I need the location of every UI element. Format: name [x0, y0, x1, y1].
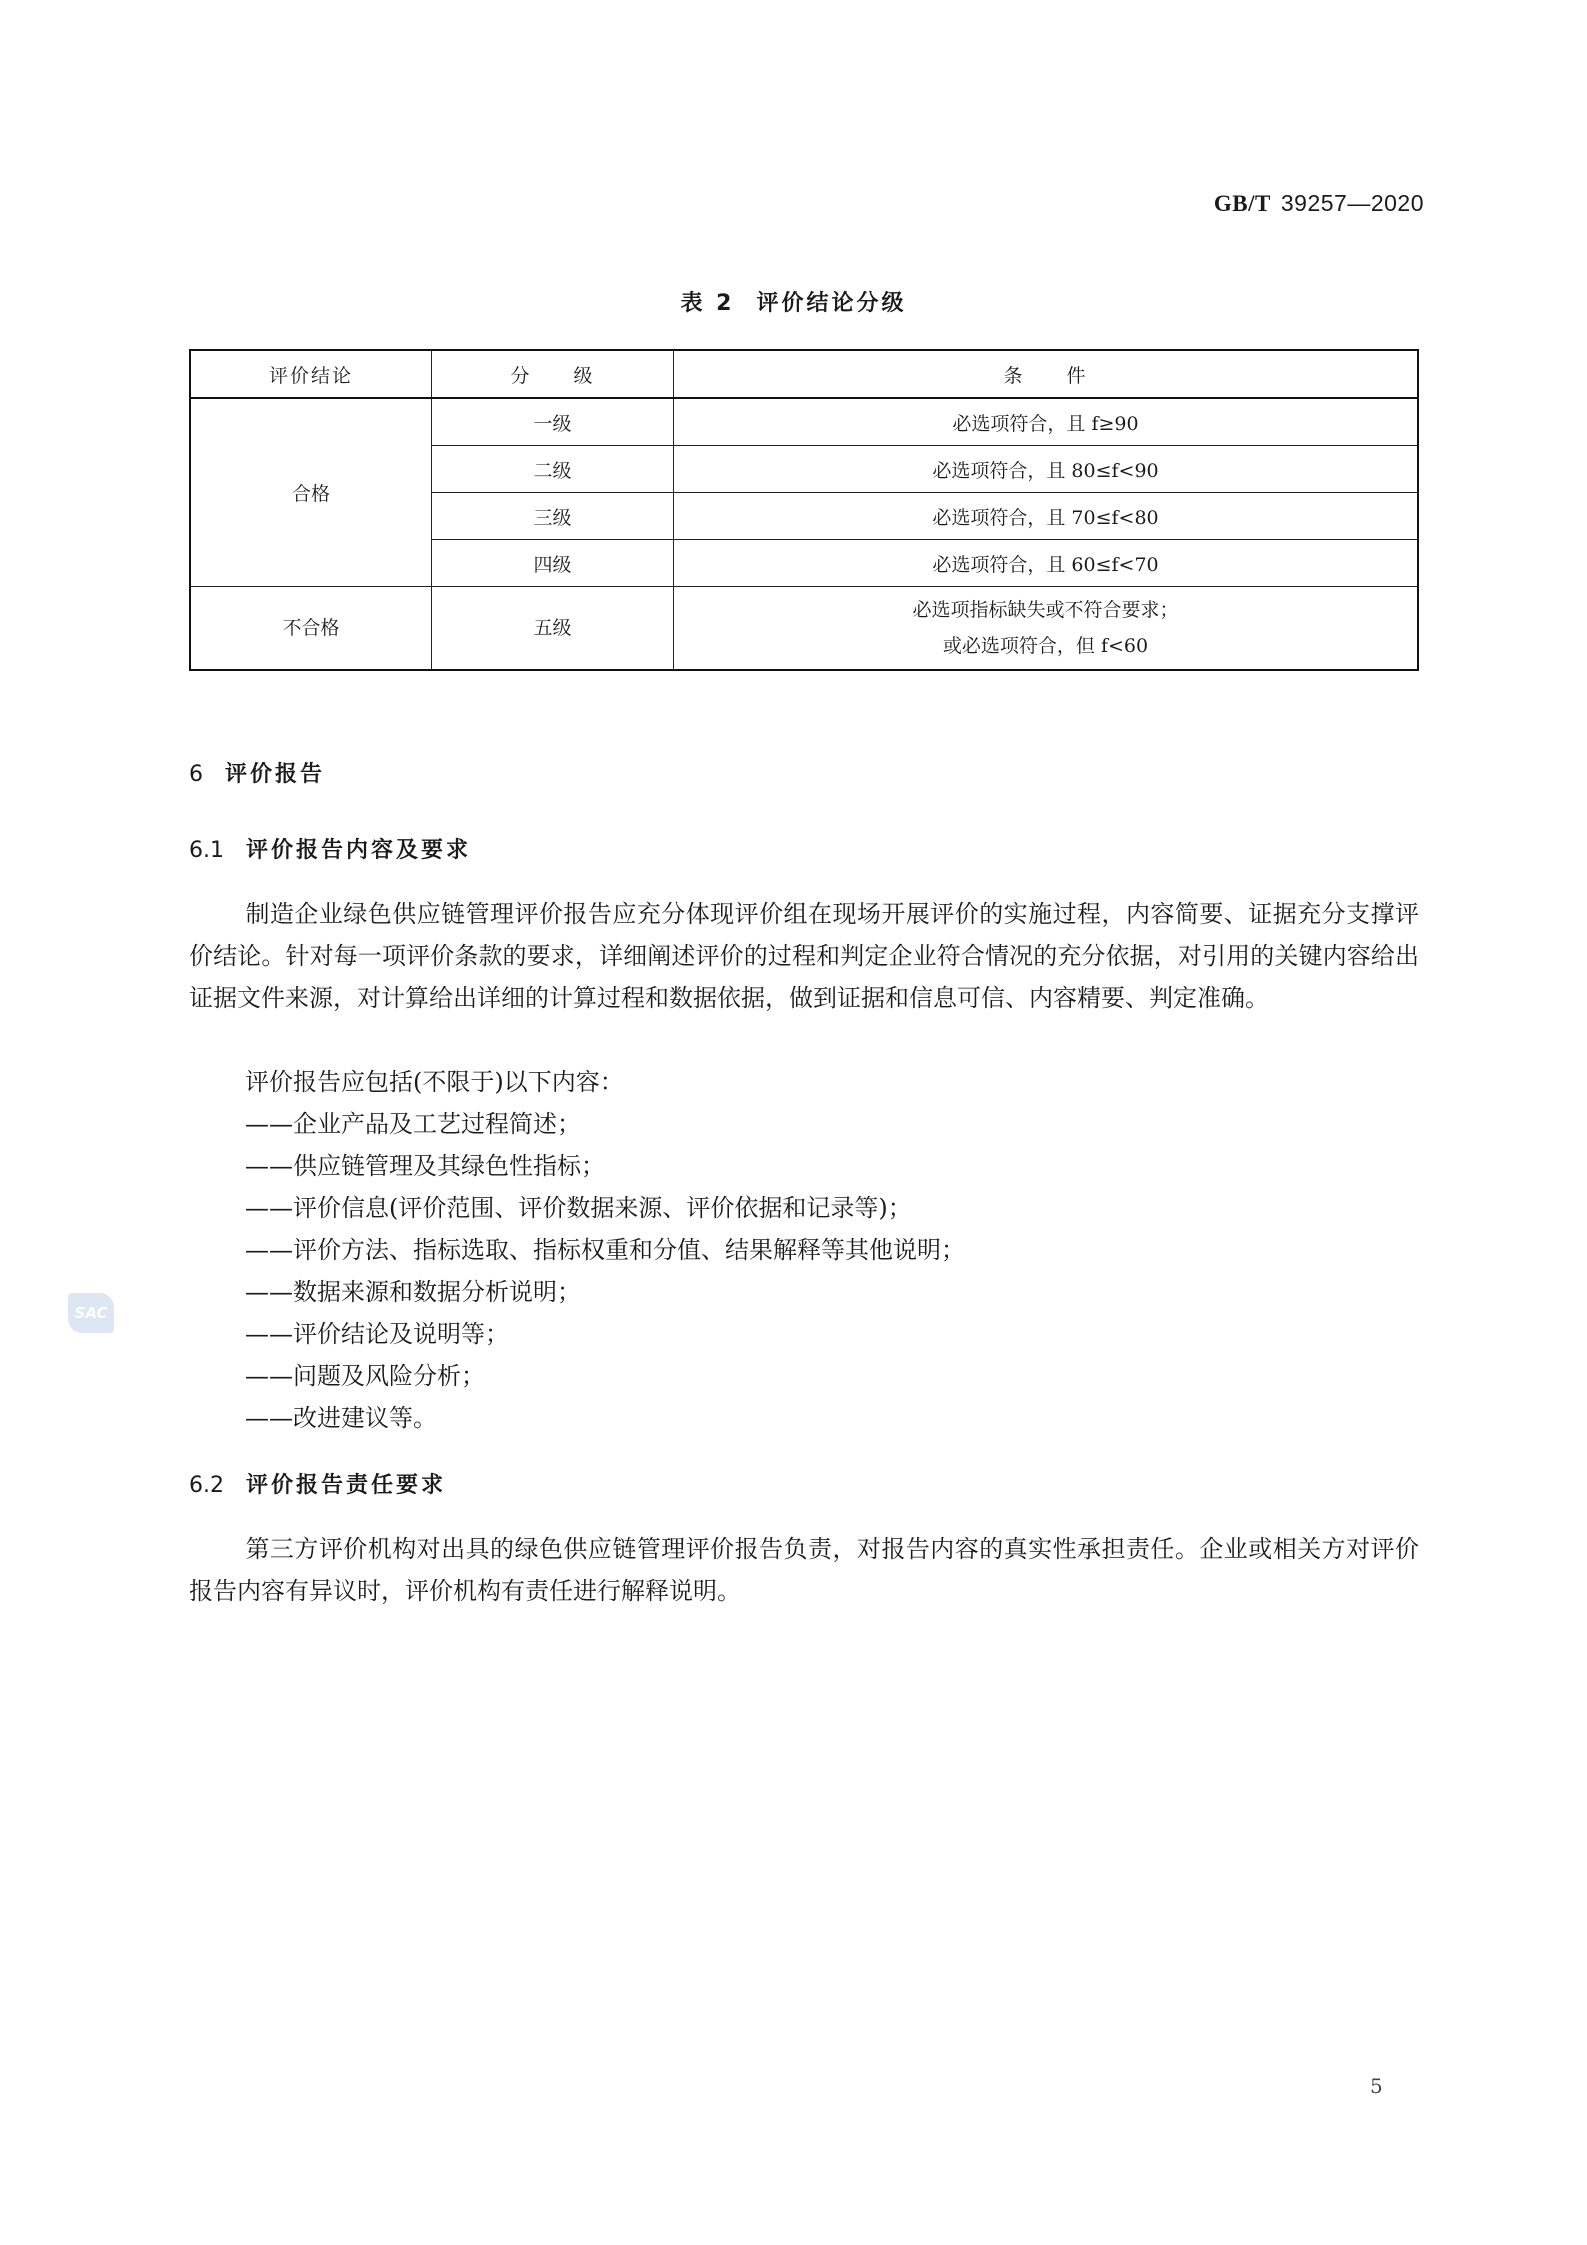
paragraph-text: 第三方评价机构对出具的绿色供应链管理评价报告负责，对报告内容的真实性承担责任。企业或相关方对评价报告内容有异议时，评价机构有责任进行解释说明。: [189, 1535, 1419, 1605]
grading-table: [189, 349, 1419, 671]
list-item: ——数据来源和数据分析说明；: [245, 1278, 581, 1306]
conclusion-cell-fail: 不合格: [190, 587, 432, 671]
condition-cell: [674, 587, 1419, 671]
section-heading-6: [189, 757, 325, 788]
column-header-condition: 条 件: [674, 350, 1419, 398]
section-number: 6: [189, 762, 203, 787]
list-item: ——评价方法、指标选取、指标权重和分值、结果解释等其他说明；: [245, 1236, 965, 1264]
table-row: [190, 587, 1418, 671]
column-header-grade: 分 级: [432, 350, 674, 398]
table-title: 评价结论分级: [756, 291, 907, 316]
standard-prefix: GB/T: [1213, 191, 1271, 216]
condition-cell: 必选项符合，且 60≤f<70: [674, 540, 1419, 587]
grade-cell: 四级: [432, 540, 674, 587]
paragraph-text: 制造企业绿色供应链管理评价报告应充分体现评价组在现场开展评价的实施过程，内容简要、证据充分支撑评价结论。针对每一项评价条款的要求，详细阐述评价的过程和判定企业符合情况的充分依据，对引用的关键内容给出证据文件来源，对计算给出详细的计算过程和数据依据，做到证据和信息可信、内容精要、判定准确。: [189, 900, 1419, 1012]
condition-cell: 必选项符合，且 70≤f<80: [674, 493, 1419, 540]
table-number: 表 2: [680, 291, 735, 316]
list-item: ——改进建议等。: [245, 1404, 437, 1432]
paragraph-6-2: [189, 1528, 1419, 1612]
table-row: [190, 398, 1418, 446]
condition-cell: 必选项符合，且 f≥90: [674, 398, 1419, 446]
section-title: 评价报告内容及要求: [246, 838, 472, 863]
grade-cell: 五级: [432, 587, 674, 671]
grade-cell: 三级: [432, 493, 674, 540]
grade-cell: 一级: [432, 398, 674, 446]
conclusion-cell-pass: 合格: [190, 398, 432, 587]
list-item: ——评价结论及说明等；: [245, 1320, 509, 1348]
condition-cell: 必选项符合，且 80≤f<90: [674, 446, 1419, 493]
section-heading-6-2: [189, 1468, 446, 1499]
paragraph-6-1: [189, 893, 1419, 1019]
column-header-conclusion: 评价结论: [190, 350, 432, 398]
sac-watermark-logo: SAC: [68, 1293, 114, 1333]
section-heading-6-1: [189, 833, 471, 864]
condition-line: 必选项指标缺失或不符合要求；: [912, 599, 1179, 621]
page-number: 5: [1370, 2074, 1383, 2098]
section-title: 评价报告: [225, 762, 326, 787]
list-item: ——供应链管理及其绿色性指标；: [245, 1152, 605, 1180]
section-title: 评价报告责任要求: [246, 1473, 447, 1498]
list-item: ——问题及风险分析；: [245, 1362, 485, 1390]
standard-number: [1214, 190, 1424, 217]
grade-cell: 二级: [432, 446, 674, 493]
list-intro: 评价报告应包括(不限于)以下内容：: [245, 1068, 624, 1096]
list-item: ——企业产品及工艺过程简述；: [245, 1110, 581, 1138]
standard-code: 39257—2020: [1280, 190, 1424, 216]
table-header-row: [190, 350, 1418, 398]
table-caption: [0, 286, 1587, 317]
list-item: ——评价信息(评价范围、评价数据来源、评价依据和记录等)；: [245, 1194, 912, 1222]
section-number: 6.2: [189, 1473, 224, 1498]
condition-line: 或必选项符合，但 f<60: [942, 635, 1149, 657]
section-number: 6.1: [189, 838, 224, 863]
report-content-list: [189, 1061, 1419, 1439]
